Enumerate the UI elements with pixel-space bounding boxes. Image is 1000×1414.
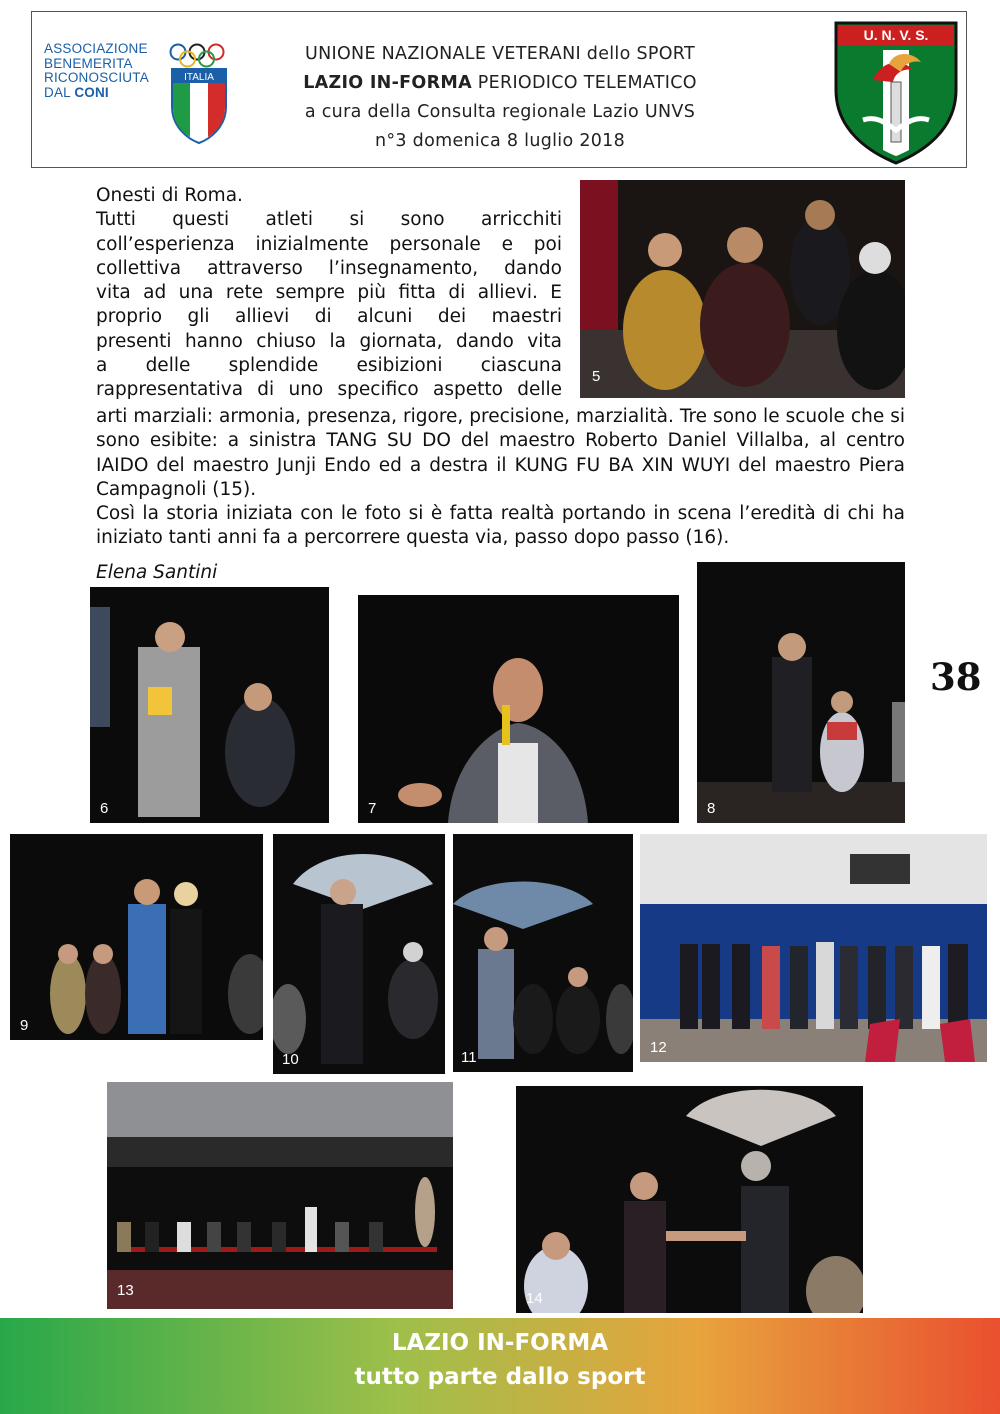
italia-shield-icon xyxy=(170,67,228,145)
photo-number: 5 xyxy=(592,368,601,385)
olympic-rings-icon xyxy=(168,42,228,68)
unvs-label: U. N. V. S. xyxy=(863,27,929,43)
photo-number: 12 xyxy=(650,1039,667,1056)
article-author: Elena Santini xyxy=(96,562,218,583)
footer-title: LAZIO IN-FORMA xyxy=(391,1330,609,1356)
photo-number: 11 xyxy=(461,1049,477,1066)
photo-number: 13 xyxy=(117,1282,134,1299)
footer-subtitle: tutto parte dallo sport xyxy=(354,1364,646,1390)
masthead-line-4: n°3 domenica 8 luglio 2018 xyxy=(374,131,626,151)
masthead-line-3: a cura della Consulta regionale Lazio UNVS xyxy=(304,102,696,122)
photo-number: 8 xyxy=(707,800,716,817)
photo-12-group-photo xyxy=(640,834,987,1062)
photo-5-panel-speakers xyxy=(580,180,905,398)
page-number: 38 xyxy=(930,655,982,699)
masthead-line-1: UNIONE NAZIONALE VETERANI dello SPORT xyxy=(305,44,695,64)
photo-number: 14 xyxy=(526,1290,543,1307)
photo-7-speaker-closeup xyxy=(358,595,679,823)
photo-9-interview-on-stage xyxy=(10,834,263,1040)
photo-8-speaker-on-stage xyxy=(697,562,905,823)
photo-number: 10 xyxy=(282,1051,299,1068)
masthead-line-2: LAZIO IN-FORMA PERIODICO TELEMATICO xyxy=(303,73,697,93)
coni-recognition-text: ASSOCIAZIONE BENEMERITA RICONOSCIUTA DAL CONI xyxy=(44,41,149,100)
article-text-full: arti marziali: armonia, presenza, rigore, precisione, marzialità. Tre sono le scuole che si sono esibite: a sinistra TANG SU DO del maestro Roberto Daniel Villalba, al centro IAIDO del maestro Junji Endo ed a destra il KUNG FU BA XIN WUYI del maestro Piera Campagnoli (15). Così la storia iniziata con le foto si è fatta realtà portando in scena l’eredità di chi ha iniziato tanti anni fa a percorrere questa via, passo dopo passo (16). xyxy=(96,406,905,549)
masthead-lines xyxy=(260,40,740,156)
photo-number: 9 xyxy=(20,1017,29,1034)
unvs-shield-logo xyxy=(833,20,959,166)
photo-11-speaker-at-lectern xyxy=(453,834,633,1072)
photo-number: 6 xyxy=(100,800,109,817)
photo-number: 7 xyxy=(368,800,377,817)
photo-10-speaker-gesturing xyxy=(273,834,445,1074)
photo-6-speaker-with-microphone xyxy=(90,587,329,823)
photo-13-stage-wide-view xyxy=(107,1082,453,1309)
article-text-narrow: Onesti di Roma. Tutti questi atleti si sono arricchiti coll’esperienza inizialmente personale e poi collettiva attraverso l’insegnamento, dando vita ad una rete sempre più fitta di allievi. E proprio gli allievi di alcuni dei maestri presenti hanno chiuso la giornata, dando vita a delle splendide esibizioni ciascuna rappresentativa di uno specifico aspetto delle xyxy=(96,185,562,401)
photo-14-handshake xyxy=(516,1086,863,1313)
italia-label: ITALIA xyxy=(184,72,214,83)
